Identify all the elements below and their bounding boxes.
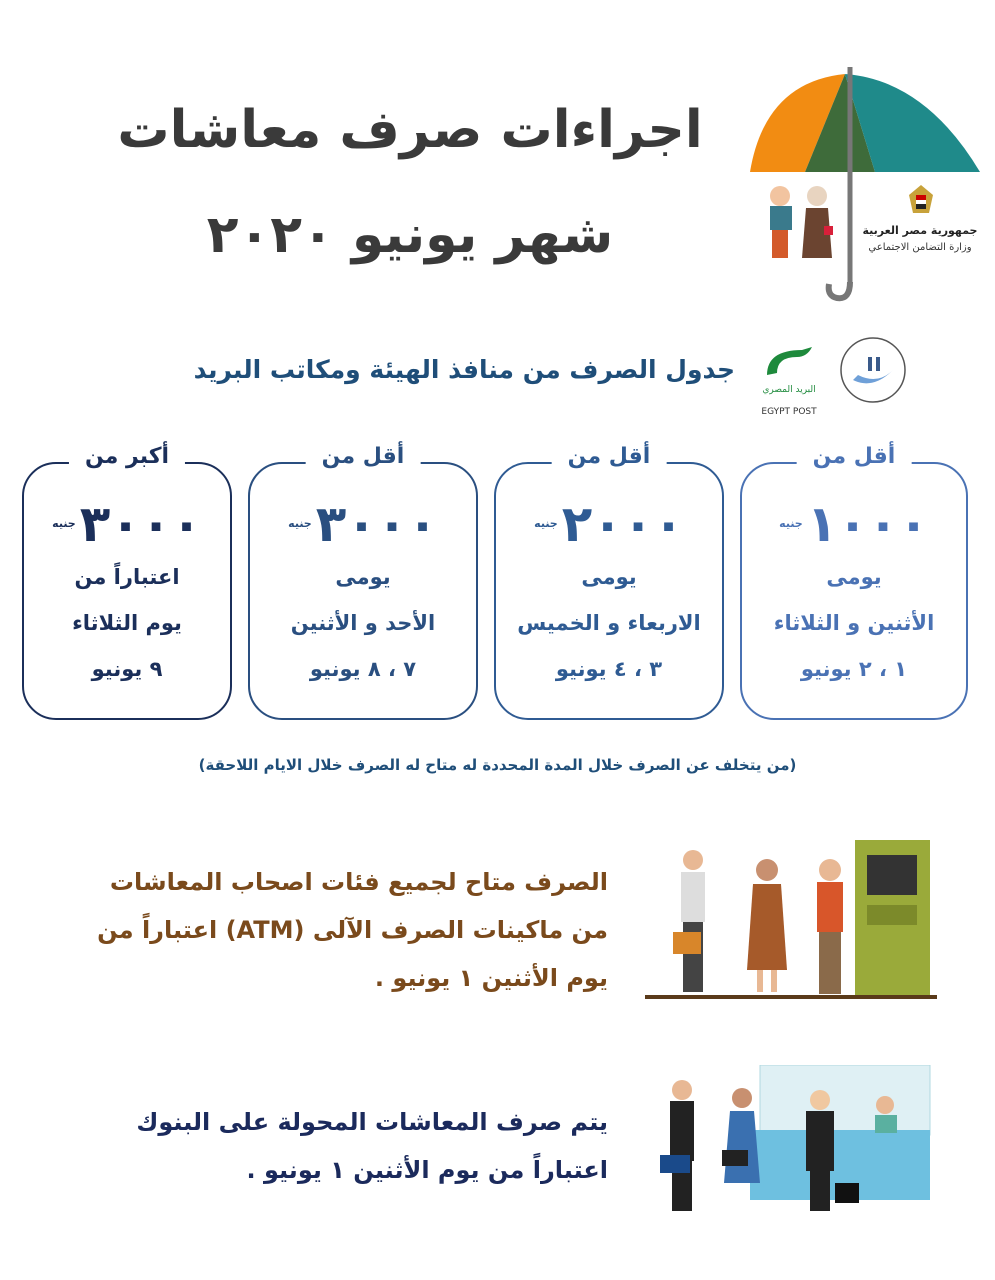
card-line-1: يومى: [581, 565, 637, 589]
card-amount: ١٠٠٠: [806, 495, 929, 553]
card-label: أقل من: [797, 444, 912, 469]
card-days: الأحد و الأثنين: [290, 611, 436, 635]
egypt-post-logo: [762, 345, 817, 385]
card-label: أقل من: [552, 444, 667, 469]
title-line-2: شهر يونيو ٢٠٢٠: [206, 205, 614, 265]
card-line-1: اعتباراً من: [74, 565, 180, 589]
atm-line: الصرف متاح لجميع فئات اصحاب المعاشات: [109, 868, 608, 896]
banks-line: يتم صرف المعاشات المحولة على البنوك: [136, 1108, 608, 1136]
atm-line: يوم الأثنين ١ يونيو .: [374, 964, 608, 992]
card-amount: ٢٠٠٠: [561, 495, 684, 553]
card-unit: جنيه: [779, 517, 803, 530]
card-days: الأثنين و الثلاثاء: [773, 611, 935, 635]
card-amount: ٣٠٠٠: [315, 495, 438, 553]
card-dates: ٣ ، ٤ يونيو: [555, 657, 663, 681]
card-days: الاربعاء و الخميس: [517, 611, 701, 635]
card-unit: جنيه: [52, 517, 76, 530]
schedule-card-under-1000: [740, 444, 968, 720]
ministry-line-2: وزارة التضامن الاجتماعي: [868, 242, 972, 253]
card-line-1: يومى: [826, 565, 882, 589]
card-dates: ١ ، ٢ يونيو: [800, 657, 908, 681]
card-unit: جنيه: [288, 517, 312, 530]
schedule-subtitle: جدول الصرف من منافذ الهيئة ومكاتب البريد: [193, 355, 735, 384]
egypt-eagle-emblem: [905, 183, 937, 219]
atm-info: [97, 858, 608, 1002]
ministry-line-1: جمهورية مصر العربية: [862, 224, 978, 237]
title-line-1: اجراءات صرف معاشات: [117, 100, 703, 160]
social-insurance-authority-logo: [838, 335, 908, 405]
bank-counter-illustration: [660, 1065, 935, 1215]
card-days: يوم الثلاثاء: [72, 611, 182, 635]
card-dates: ٩ يونيو: [91, 657, 163, 681]
card-dates: ٧ ، ٨ يونيو: [309, 657, 417, 681]
late-collection-note: (من يتخلف عن الصرف خلال المدة المحددة له متاح له الصرف خلال الايام اللاحقة): [198, 756, 797, 774]
atm-queue-illustration: [645, 840, 940, 1002]
elderly-couple-illustration: [762, 182, 842, 262]
card-line-1: يومى: [335, 565, 391, 589]
egypt-post-arabic: البريد المصري: [762, 385, 816, 395]
schedule-card-over-3000: [22, 444, 232, 720]
banks-line: اعتباراً من يوم الأثنين ١ يونيو .: [246, 1156, 608, 1184]
egypt-post-english: EGYPT POST: [761, 407, 817, 417]
card-label: أقل من: [306, 444, 421, 469]
atm-line: من ماكينات الصرف الآلى (ATM) اعتباراً من: [97, 916, 608, 944]
schedule-card-under-3000: [248, 444, 478, 720]
card-unit: جنيه: [534, 517, 558, 530]
banks-info: [136, 1098, 608, 1194]
card-label: أكبر من: [69, 444, 185, 469]
card-amount: ٣٠٠٠: [79, 495, 202, 553]
schedule-card-under-2000: [494, 444, 724, 720]
